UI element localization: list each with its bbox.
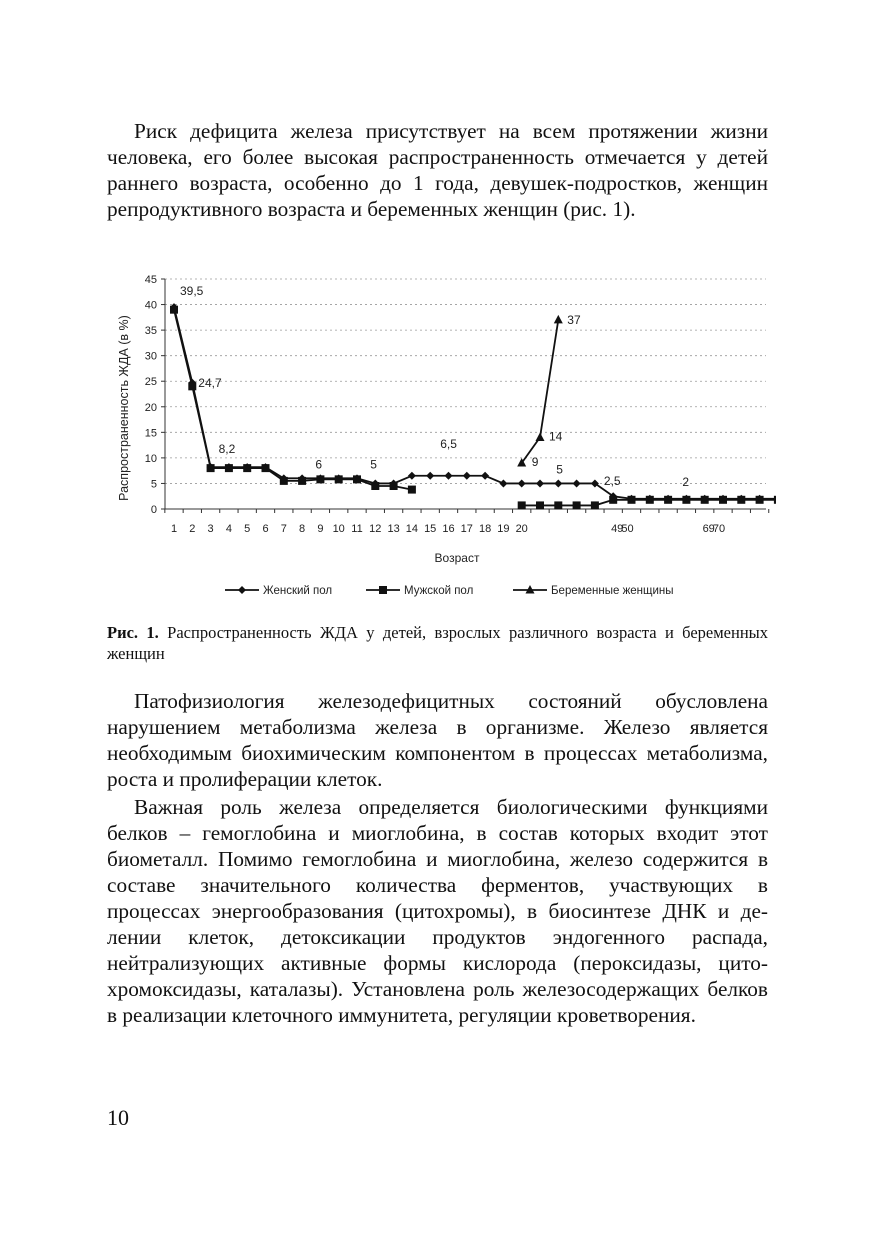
series-3 <box>517 315 563 467</box>
square-marker <box>554 501 562 509</box>
x-tick-label: 10 <box>332 523 345 535</box>
square-marker <box>682 496 690 504</box>
square-marker <box>408 486 416 494</box>
diamond-marker <box>426 472 434 480</box>
y-tick-label: 40 <box>144 299 157 312</box>
square-marker <box>243 464 251 472</box>
x-tick-label: 20 <box>515 523 528 535</box>
square-marker <box>756 496 764 504</box>
x-tick-label: 69 <box>702 523 715 535</box>
data-label: 8,2 <box>218 442 236 457</box>
data-label: 24,7 <box>198 375 222 390</box>
caption-text: Распространенность ЖДА у детей, взрослых различного возраста и беременных женщин <box>107 623 768 663</box>
series-1 <box>170 303 776 503</box>
square-marker <box>664 496 672 504</box>
legend-label: Беременные женщины <box>551 585 674 597</box>
square-marker <box>188 382 196 390</box>
x-tick-label: 14 <box>405 523 419 535</box>
y-tick-label: 20 <box>144 401 157 414</box>
square-marker <box>518 501 526 509</box>
legend-item-3 <box>513 585 674 597</box>
y-tick-label: 5 <box>150 478 157 491</box>
diamond-marker <box>499 479 507 487</box>
square-marker <box>379 586 387 594</box>
x-tick-label: 15 <box>424 523 437 535</box>
square-marker <box>335 475 343 483</box>
triangle-marker <box>554 315 563 324</box>
x-tick-label: 7 <box>280 523 287 535</box>
x-axis-ticks <box>165 509 776 535</box>
y-tick-label: 0 <box>150 504 157 516</box>
x-tick-label: 5 <box>244 523 251 535</box>
legend-label: Мужской пол <box>404 585 474 597</box>
diamond-marker <box>518 479 526 487</box>
square-marker <box>573 501 581 509</box>
square-marker <box>390 482 398 490</box>
x-tick-label: 6 <box>262 523 269 535</box>
caption-label: Рис. 1. <box>107 623 159 642</box>
square-marker <box>298 477 306 485</box>
x-tick-label: 16 <box>442 523 455 535</box>
diamond-marker <box>238 586 246 594</box>
x-tick-label: 19 <box>497 523 510 535</box>
page-number: 10 <box>107 1105 129 1130</box>
square-marker <box>609 496 617 504</box>
chart-legend <box>225 585 674 597</box>
square-marker <box>225 464 233 472</box>
iron-role-paragraph: Важная роль железа определяется биологическими функциями белков – гемоглобина и миоглобина, в состав которых входит этот биометалл. Помимо гемоглобина и миоглобина, железо содержится в составе значительного количества ферментов, участвующих в процессах энергообразования (цитохромы), в биосинтезе ДНК и делении клеток, детоксикации продуктов эндогенного распада, нейтрализующих активные формы кислорода (пероксидазы, цитохромоксидазы, каталазы). Установлена роль железосодержащих белков в реализации клеточного иммунитета, регуляции кроветворения. <box>107 795 768 1027</box>
x-tick-label: 17 <box>460 523 473 535</box>
square-marker <box>371 482 379 490</box>
square-marker <box>280 477 288 485</box>
square-marker <box>207 464 215 472</box>
diamond-marker <box>445 472 453 480</box>
intro-paragraph: Риск дефицита железа присутствует на всем протяжении жизни человека, его более высокая распространенность отмечается у детей раннего возраста, особенно до 1 года, девушек-подростков, женщин репродуктивного возраста и беременных женщин (рис. 1). <box>107 119 768 221</box>
x-tick-label: 4 <box>225 523 232 535</box>
data-label: 6,5 <box>440 436 457 451</box>
square-marker <box>701 496 709 504</box>
data-label: 9 <box>531 455 539 469</box>
y-axis-label: Распространенность ЖДА (в %) <box>117 315 131 501</box>
square-marker <box>591 501 599 509</box>
diamond-marker <box>463 472 471 480</box>
y-tick-label: 30 <box>144 350 157 363</box>
x-axis-label: Возраст <box>434 551 480 565</box>
x-tick-label: 49 <box>611 523 624 535</box>
diamond-marker <box>481 472 489 480</box>
x-tick-label: 9 <box>317 523 324 535</box>
square-marker <box>536 501 544 509</box>
diamond-marker <box>573 479 581 487</box>
square-marker <box>719 496 727 504</box>
x-tick-label: 50 <box>621 523 634 535</box>
square-marker <box>774 496 776 504</box>
x-tick-label: 8 <box>299 523 306 535</box>
triangle-marker <box>536 432 545 441</box>
data-label: 5 <box>556 462 563 477</box>
x-tick-label: 2 <box>189 523 196 535</box>
figure-caption <box>107 622 768 664</box>
square-marker <box>170 306 178 314</box>
diamond-marker <box>408 472 416 480</box>
chart-grid <box>165 279 766 483</box>
data-label: 14 <box>549 429 563 444</box>
y-axis-ticks <box>145 274 165 516</box>
square-marker <box>316 475 324 483</box>
y-tick-label: 35 <box>144 325 157 338</box>
data-label: 2 <box>682 474 690 489</box>
square-marker <box>646 496 654 504</box>
data-label: 39,5 <box>180 284 204 299</box>
legend-label: Женский пол <box>263 585 333 597</box>
square-marker <box>628 496 636 504</box>
square-marker <box>737 496 745 504</box>
diamond-marker <box>554 479 562 487</box>
y-tick-label: 10 <box>144 452 157 465</box>
x-tick-label: 3 <box>207 523 214 535</box>
square-marker <box>353 475 361 483</box>
x-tick-label: 12 <box>369 523 382 535</box>
x-tick-label: 1 <box>170 523 178 535</box>
y-tick-label: 15 <box>144 427 157 440</box>
data-label: 5 <box>370 457 377 472</box>
pathophysiology-paragraph: Патофизиология железодефицитных состояний обусловлена нарушением метаболизма железа в организме. Железо является необходимым биохимическим компонентом в процессах метаболизма, роста и пролиферации клеток. <box>107 689 768 791</box>
ida-prevalence-chart <box>104 268 776 606</box>
data-label: 6 <box>315 457 323 472</box>
y-tick-label: 45 <box>144 274 157 286</box>
x-tick-label: 18 <box>478 523 492 535</box>
y-tick-label: 25 <box>144 376 157 389</box>
diamond-marker <box>536 479 544 487</box>
data-label: 37 <box>567 312 581 327</box>
x-tick-label: 70 <box>712 523 726 535</box>
x-tick-label: 13 <box>387 523 400 535</box>
legend-item-1 <box>225 585 332 597</box>
square-marker <box>262 464 270 472</box>
legend-item-2 <box>366 585 473 597</box>
data-label: 2,5 <box>603 474 621 489</box>
x-tick-label: 11 <box>351 523 363 535</box>
